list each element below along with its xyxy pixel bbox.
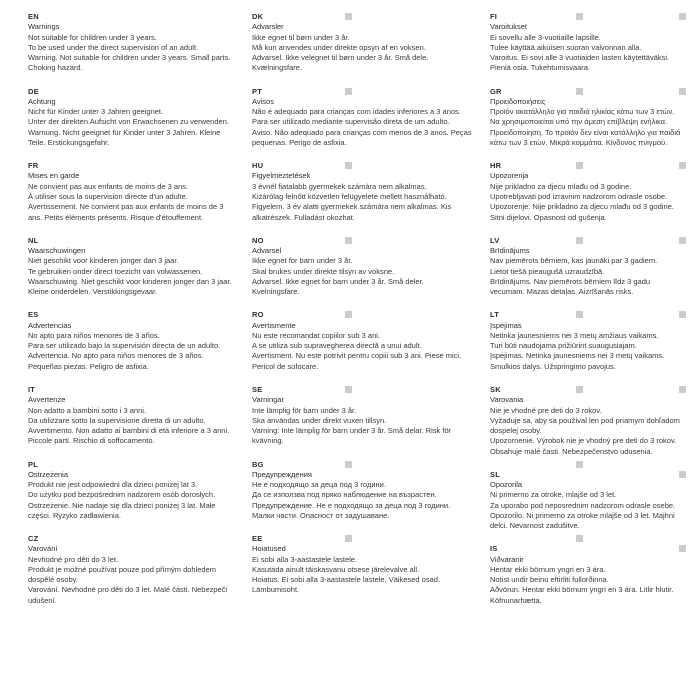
warning-paragraph: Nie je vhodné pre deti do 3 rokov. — [490, 405, 602, 415]
section-title: Hoiatused — [252, 544, 286, 554]
warning-paragraph: Aviso. Não adequado para crianças com menos de 3 anos. Peças pequenas. Perigo de asfixia. — [252, 127, 472, 147]
warning-paragraph: Advarsel. Ikke egnet for barn under 3 år. Små deler. Kvelningsfare. — [252, 276, 424, 297]
language-section-lt — [490, 310, 686, 372]
warning-paragraph: Tulee käyttää aikuisen suoran valvonnan alla. — [490, 42, 642, 52]
section-title: Waarschuwingen — [28, 246, 86, 256]
warning-paragraph: Ikke egnet til børn under 3 år. — [252, 32, 350, 42]
warning-paragraph: Να χρησιμοποιείται υπό την άμεση επίβλεψη ενήλικα. — [490, 117, 668, 127]
warning-paragraph: Upozornenie. Výrobok nie je vhodný pre deti do 3 rokov. Obsahuje malé časti. Nebezpečenstvo udusenia. — [490, 436, 677, 456]
warning-paragraph: Kizárólag felnőtt közvetlen felügyelete mellett használható. — [252, 191, 447, 201]
warning-paragraph: Netinka jaunesniems nei 3 metų amžiaus vaikams. — [490, 330, 659, 340]
warning-paragraph: Unter der direkten Aufsicht von Erwachsenen zu verwenden. — [28, 117, 229, 127]
language-code: FR — [28, 161, 39, 171]
language-code: BG — [252, 459, 264, 469]
warning-paragraph: Advertencia. No apto para niños menores de 3 años. Pequeñas piezas. Peligro de asfixia. — [28, 351, 204, 371]
warning-paragraph: Upotrebljavati pod izravnim nadzorom odrasle osobe. — [490, 191, 668, 201]
warning-paragraph: Notist undir beinu eftirliti fullorðinna. — [490, 575, 609, 585]
warning-paragraph: Προειδοποίηση. Το προϊόν δεν είναι κατάλληλο για παιδιά κάτω των 3 ετών. Μικρά κομμάτια. Κίνδυνος πνιγμού. — [490, 127, 681, 147]
warning-paragraph: Kasutada ainult täiskasvanu otsese järelevalve all. — [252, 564, 420, 574]
warning-paragraph: Ikke egnet for barn under 3 år. — [252, 256, 353, 266]
warning-paragraph: Vyžaduje sa, aby sa používal len pod priamym dohľadom dospelej osoby. — [490, 415, 680, 436]
language-code: EE — [252, 534, 263, 544]
warning-paragraph: Aðvörun. Hentar ekki börnum yngri en 3 ára. Litlir hlutir. Köfnunarhætta. — [490, 585, 674, 605]
warning-paragraph: Avvertimento. Non adatto ai bambini di età inferiore a 3 anni. Piccole parti. Rischio di soffocamento. — [28, 426, 230, 446]
warning-paragraph: Ska användas under direkt vuxen tillsyn. — [252, 415, 387, 425]
language-section-is — [490, 544, 686, 606]
language-code: PL — [28, 459, 38, 469]
warning-paragraph: Nu este recomandat copiilor sub 3 ani. — [252, 330, 380, 340]
language-code: EN — [28, 12, 39, 21]
language-code: FI — [490, 12, 498, 21]
warning-paragraph: Figyelem. 3 év alatti gyermekek számára nem alkalmas. Kis alkatrészek. Fulladást okozhat. — [252, 202, 452, 222]
warning-paragraph: Nav piemērots bērniem, kas jaunāki par 3 gadiem. — [490, 256, 658, 266]
language-code: SL — [490, 469, 500, 479]
section-title: Figyelmeztetések — [252, 171, 311, 181]
warning-paragraph: A se utiliza sub supravegherea directă a unui adult. — [252, 341, 422, 351]
warning-paragraph: À utiliser sous la supervision directe d'un adulte. — [28, 191, 188, 201]
language-code: GR — [490, 86, 502, 96]
warning-paragraph: Niet geschikt voor kinderen jonger dan 3 jaar. — [28, 256, 179, 266]
language-code: SK — [490, 384, 501, 394]
warning-paragraph: To be used under the direct supervision of an adult. — [28, 42, 199, 52]
section-title: Varování — [28, 544, 58, 554]
warning-paragraph: Προϊόν ακατάλληλο για παιδιά ηλικίας κάτω των 3 ετών. — [490, 107, 675, 117]
warning-paragraph: Avertisment. Nu este potrivit pentru copiii sub 3 ani. Piese mici. Pericol de sufocare. — [252, 351, 462, 371]
section-title: Viðvaranir — [490, 554, 524, 564]
warning-paragraph: Brīdinājums. Nav piemērots bērniem līdz 3 gadu vecumam. Mazas detaļas. Aizrīšanās risks. — [490, 276, 651, 297]
language-code: HR — [490, 161, 502, 171]
warning-paragraph: Nevhodné pro děti do 3 let. — [28, 554, 119, 564]
language-code: IS — [490, 544, 498, 554]
language-code: NL — [28, 235, 39, 245]
section-marker-square-icon — [679, 311, 686, 318]
warning-paragraph: Produkt je možné používat pouze pod přímým dohledem dospělé osoby. — [28, 564, 217, 585]
section-title: Mises en garde — [28, 171, 80, 181]
language-section-gr — [490, 87, 686, 149]
warning-paragraph: Para ser utilizado mediante supervisão direta de um adulto. — [252, 117, 450, 127]
warning-paragraph: Ostrzeżenie. Nie nadaje się dla dzieci poniżej 3 lat. Małe części. Ryzyko zadławienia. — [28, 500, 216, 520]
warning-paragraph: Hentar ekki börnum yngri en 3 ára. — [490, 564, 606, 574]
section-marker-square-icon — [679, 545, 686, 552]
warning-paragraph: Do użytku pod bezpośrednim nadzorem osób dorosłych. — [28, 490, 216, 500]
warning-paragraph: Да се използва под пряко наблюдение на възрастен. — [252, 490, 437, 500]
warning-paragraph: Not suitable for children under 3 years. — [28, 32, 157, 42]
section-title: Upozorenja — [490, 171, 529, 181]
warning-paragraph: Hoiatus. Ei sobi alla 3-aastastele lastele. Väikesed osad. Lämbumisoht. — [252, 575, 441, 595]
language-section-fi — [490, 12, 686, 74]
warning-paragraph: Não é adequado para crianças com idades inferiores a 3 anos. — [252, 107, 461, 117]
warning-paragraph: Varning: Inte lämplig för barn under 3 år. Små delar. Risk för kvävning. — [252, 426, 452, 446]
language-code: HU — [252, 161, 264, 171]
language-code: DE — [28, 86, 39, 96]
warning-paragraph: Varoitus. Ei sovi alle 3 vuotiaiden lasten käytettäväksi. Pieniä osia. Tukehtumisvaara. — [490, 53, 670, 73]
language-code: SE — [252, 384, 263, 394]
language-section-lv — [490, 236, 686, 298]
section-title: Advarsel — [252, 246, 282, 256]
warning-paragraph: Turi būti naudojama prižiūrint suaugusiajam. — [490, 341, 637, 351]
language-section-sk — [490, 385, 686, 457]
warning-paragraph: Inte lämplig för barn under 3 år. — [252, 405, 357, 415]
language-section-hr — [490, 161, 686, 223]
language-code: LV — [490, 235, 500, 245]
section-title: Brīdinājums — [490, 246, 530, 256]
section-title: Warnings — [28, 22, 60, 32]
section-title: Opozorila — [490, 480, 523, 490]
section-title: Advertencias — [28, 320, 72, 330]
warning-paragraph: 3 évnél fiatalabb gyermekek számára nem alkalmas. — [252, 181, 427, 191]
section-title: Varovania — [490, 395, 524, 405]
section-title: Avvertenze — [28, 395, 66, 405]
language-code: NO — [252, 235, 264, 245]
warnings-column-3 — [490, 12, 686, 619]
section-title: Varningar — [252, 395, 284, 405]
section-title: Ostrzeżenia — [28, 469, 69, 479]
section-marker-square-icon — [679, 471, 686, 478]
warning-paragraph: Ne convient pas aux enfants de moins de 3 ans. — [28, 181, 189, 191]
warning-paragraph: Produkt nie jest odpowiedni dla dzieci poniżej lat 3. — [28, 480, 198, 490]
warning-paragraph: Må kun anvendes under direkte opsyn af en voksen. — [252, 42, 426, 52]
language-code: PT — [252, 86, 262, 96]
section-marker-square-icon — [679, 88, 686, 95]
section-marker-square-icon — [679, 237, 686, 244]
section-title: Avisos — [252, 96, 274, 106]
language-code: LT — [490, 310, 500, 320]
warning-paragraph: Da utilizzare sotto la supervisione diretta di un adulto. — [28, 415, 206, 425]
section-marker-square-icon — [679, 162, 686, 169]
warning-paragraph: Avertissement. Ne convient pas aux enfants de moins de 3 ans. Petits éléments présents. Risque d'étouffement. — [28, 202, 224, 222]
warning-paragraph: Para ser utilizado bajo la supervisión directa de un adulto. — [28, 341, 221, 351]
section-title: Varoitukset — [490, 22, 527, 32]
warning-paragraph: Non adatto a bambini sotto i 3 anni. — [28, 405, 146, 415]
warning-paragraph: Не е подходящо за деца под 3 години. — [252, 480, 386, 490]
warning-paragraph: Įspėjimas. Netinka jaunesniems nei 3 metų vaikams. Smulkios dalys. Užspringimo pavojus. — [490, 351, 665, 371]
language-section-sl — [490, 470, 686, 532]
warning-paragraph: Skal brukes under direkte tilsyn av voksne. — [252, 266, 395, 276]
language-code: RO — [252, 310, 264, 320]
section-title: Advarsler — [252, 22, 284, 32]
section-title: Предупреждения — [252, 469, 312, 479]
language-code: IT — [28, 384, 36, 394]
warning-paragraph: Ei sovellu alle 3-vuotiaille lapsille. — [490, 32, 601, 42]
warning-paragraph: Ni primerno za otroke, mlajše od 3 let. — [490, 490, 617, 500]
section-marker-square-icon — [679, 13, 686, 20]
section-title: Προειδοποιήσεις — [490, 96, 546, 106]
warning-paragraph: Za uporabo pod neposrednim nadzorom odrasle osebe. — [490, 500, 676, 510]
warning-paragraph: Waarschuwing. Niet geschikt voor kinderen jonger dan 3 jaar. Kleine onderdelen. Verstikkingsgevaar. — [28, 276, 232, 297]
warning-paragraph: Te gebruiken onder direct toezicht van volwassenen. — [28, 266, 203, 276]
warning-paragraph: Warnung. Nicht geeignet für Kinder unter 3 Jahren. Kleine Teile. Erstickungsgefahr. — [28, 127, 221, 147]
warning-paragraph: Varování. Nevhodné pro děti do 3 let. Malé části. Nebezpečí udušení. — [28, 585, 228, 605]
warning-paragraph: Lietot tiešā pieaugušā uzraudzībā. — [490, 266, 605, 276]
warning-paragraph: Nije prikladno za djecu mlađu od 3 godine. — [490, 181, 632, 191]
warning-paragraph: Warning. Not suitable for children under 3 years. Small parts. Choking hazard. — [28, 53, 231, 73]
language-code: CZ — [28, 534, 39, 544]
section-title: Achtung — [28, 96, 56, 106]
warning-paragraph: Предупреждение. Не е подходящо за деца под 3 години. Малки части. Опасност от задушаване. — [252, 500, 451, 520]
language-code: ES — [28, 310, 39, 320]
section-title: Įspėjimas — [490, 320, 522, 330]
warning-paragraph: Upozorenje: Nije prikladno za djecu mlađu od 3 godine. Sitni dijelovi. Opasnost od gušenja. — [490, 202, 674, 222]
warning-paragraph: Opozorilo. Ni primerno za otroke mlajše od 3 let. Majhni delci. Nevarnost zadušitve. — [490, 510, 675, 531]
language-code: DK — [252, 12, 264, 21]
section-marker-square-icon — [679, 386, 686, 393]
warning-paragraph: No apto para niños menores de 3 años. — [28, 330, 160, 340]
warning-paragraph: Advarsel. Ikke velegnet til børn under 3 år. Små dele. Kvælningsfare. — [252, 53, 429, 73]
warning-paragraph: Ei sobi alla 3-aastastele lastele. — [252, 554, 358, 564]
warning-paragraph: Nicht für Kinder unter 3 Jahren geeignet. — [28, 107, 164, 117]
section-title: Avertismente — [252, 320, 296, 330]
